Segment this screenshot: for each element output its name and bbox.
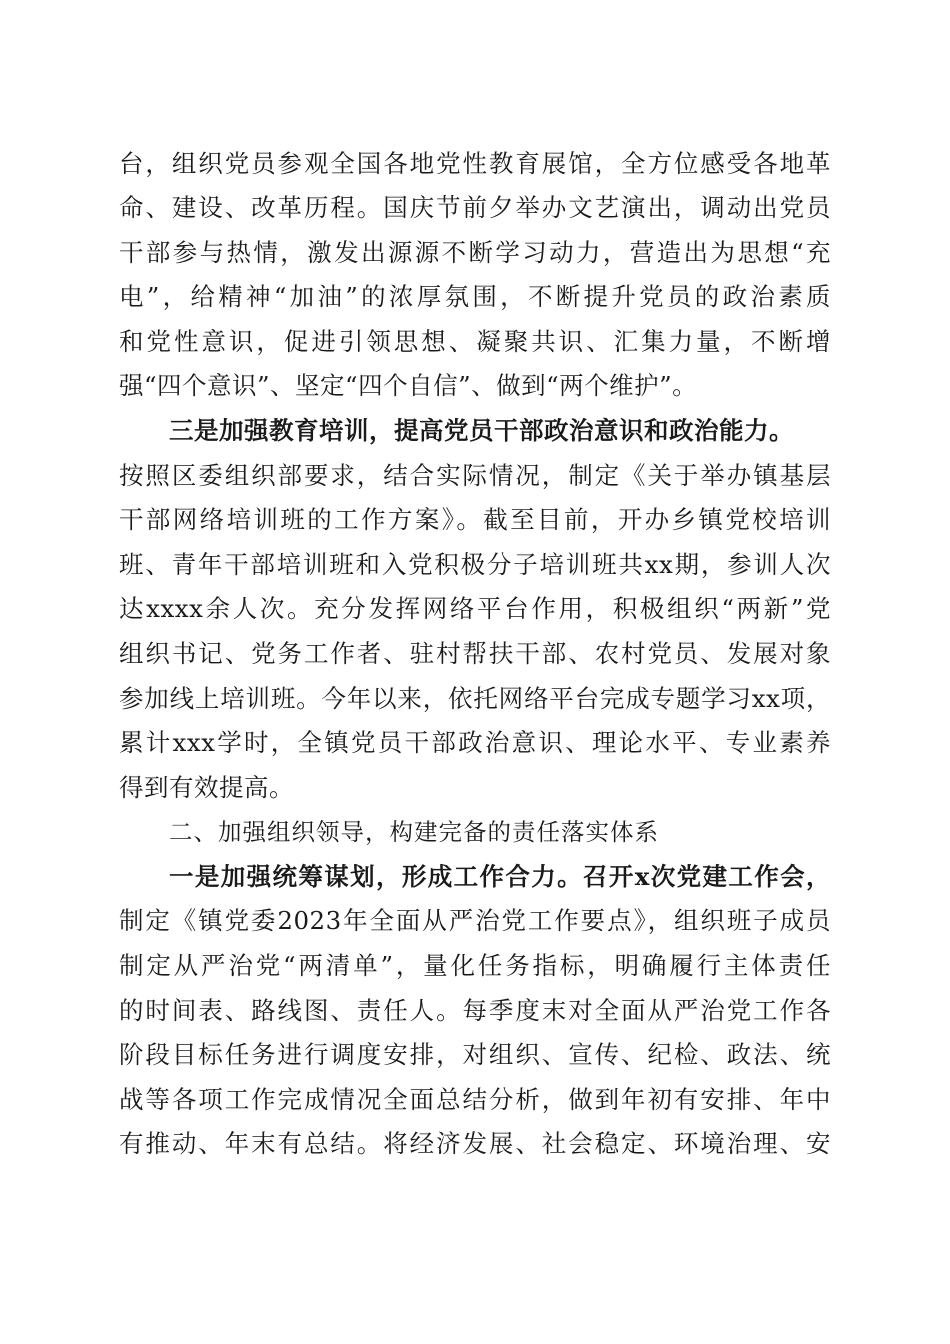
body-text-line: 台，组织党员参观全国各地党性教育展馆，全方位感受各地革 [119, 149, 831, 178]
body-text-line: 的时间表、路线图、责任人。每季度末对全面从严治党工作各 [119, 996, 831, 1025]
body-text-line: 达xxxx余人次。充分发挥网络平台作用，积极组织“两新”党 [119, 594, 831, 623]
section-heading: 二、加强组织领导，构建完备的责任落实体系 [169, 818, 659, 846]
body-text-line: 战等各项工作完成情况全面总结分析，做到年初有安排、年中 [119, 1085, 831, 1114]
body-text-line: 制定《镇党委2023年全面从严治党工作要点》，组织班子成员 [119, 906, 831, 935]
body-text-line: 电”，给精神“加油”的浓厚氛围，不断提升党员的政治素质 [119, 282, 831, 311]
body-text-line: 累计xxx学时，全镇党员干部政治意识、理论水平、专业素养 [119, 728, 831, 757]
body-text-line: 班、青年干部培训班和入党积极分子培训班共xx期，参训人次 [119, 550, 831, 579]
body-text-line: 干部参与热情，激发出源源不断学习动力，营造出为思想“充 [119, 238, 831, 267]
subsection-lead-line: 一是加强统筹谋划，形成工作合力。召开x次党建工作会， [169, 862, 831, 891]
body-text-line: 按照区委组织部要求，结合实际情况，制定《关于举办镇基层 [119, 461, 831, 490]
body-text-line: 阶段目标任务进行调度安排，对组织、宣传、纪检、政法、统 [119, 1040, 831, 1069]
body-text-line: 制定从严治党“两清单”，量化任务指标，明确履行主体责任 [119, 951, 831, 980]
body-text-line: 强“四个意识”、坚定“四个自信”、做到“两个维护”。 [119, 371, 698, 400]
body-text-line: 有推动、年末有总结。将经济发展、社会稳定、环境治理、安 [119, 1129, 831, 1158]
body-text-line: 参加线上培训班。今年以来，依托网络平台完成专题学习xx项， [119, 684, 831, 713]
subsection-lead-line: 三是加强教育培训，提高党员干部政治意识和政治能力。 [169, 416, 794, 445]
body-text-line: 组织书记、党务工作者、驻村帮扶干部、农村党员、发展对象 [119, 639, 831, 668]
body-text-line: 得到有效提高。 [119, 773, 294, 802]
body-text-line: 命、建设、改革历程。国庆节前夕举办文艺演出，调动出党员 [119, 193, 831, 222]
body-text-line: 干部网络培训班的工作方案》。截至目前，开办乡镇党校培训 [119, 505, 831, 534]
body-text-line: 和党性意识，促进引领思想、凝聚共识、汇集力量，不断增 [119, 327, 831, 356]
